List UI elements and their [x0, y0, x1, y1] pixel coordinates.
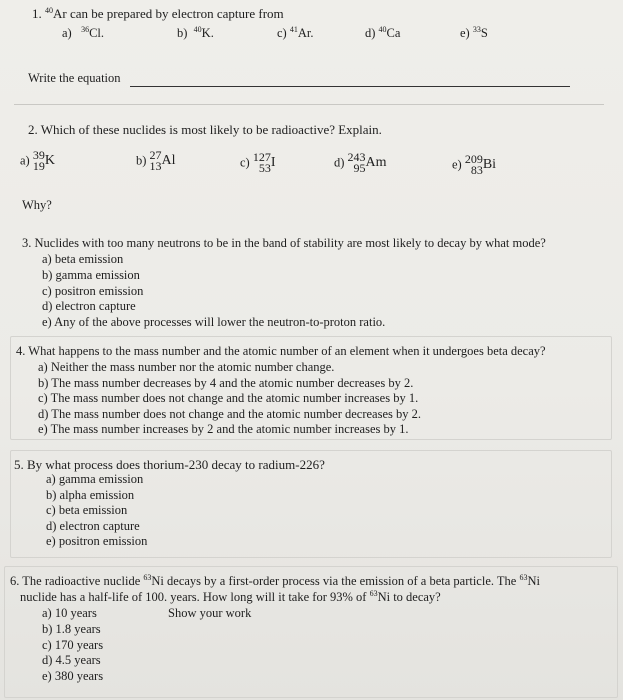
q3-option-c: c) positron emission	[42, 283, 144, 298]
q2-option-e: e) 209 83 Bi	[452, 152, 497, 177]
q1-option-b: b) $^{40}$K.	[177, 25, 214, 40]
q3-option-b: b) gamma emission	[42, 267, 140, 282]
q3-prompt: 3. Nuclides with too many neutrons to be in the band of stability are most likely to decay by what mode?	[22, 236, 546, 250]
q6-option-c: c) 170 years	[42, 637, 104, 652]
q5-option-c: c) beta emission	[46, 503, 128, 518]
q1-prompt: 1. $^{40}$Ar can be prepared by electron capture from	[32, 6, 284, 21]
q5-option-b: b) alpha emission	[46, 487, 135, 502]
q6-option-d: d) 4.5 years	[42, 653, 101, 668]
q6-option-e: e) 380 years	[42, 669, 104, 684]
q6-option-b: b) 1.8 years	[42, 621, 101, 636]
q5-option-d: d) electron capture	[46, 518, 140, 533]
q5-options	[46, 472, 147, 550]
q4-option-c: c) The mass number does not change and the atomic number increases by 1.	[38, 391, 419, 406]
q1-option-c: c) $^{41}$Ar.	[277, 25, 314, 40]
q2-option-b: b) 27 13 Al	[136, 148, 176, 173]
divider	[14, 104, 604, 105]
q6-show-work-label: Show your work	[168, 606, 252, 620]
q3-option-e: e) Any of the above processes will lower the neutron-to-proton ratio.	[42, 315, 386, 330]
q3-options	[42, 252, 385, 331]
q6-prompt-line-1: 6. The radioactive nuclide $^{63}$Ni decays by a first-order process via the emission of a beta particle. The $^{63}$Ni	[10, 573, 540, 588]
q2-prompt: 2. Which of these nuclides is most likely to be radioactive? Explain.	[28, 122, 382, 137]
q4-option-e: e) The mass number increases by 2 and the atomic number increases by 1.	[38, 422, 409, 437]
q2-option-a: a) 39 19 K	[20, 148, 55, 173]
q2-option-c: c) 127 53 I	[240, 150, 276, 175]
q2-why-label: Why?	[22, 198, 52, 212]
q6-prompt-line-2: nuclide has a half-life of 100. years. How long will it take for 93% of $^{63}$Ni to decay?	[20, 589, 441, 604]
q5-option-a: a) gamma emission	[46, 472, 144, 486]
q4-option-a: a) Neither the mass number nor the atomic number change.	[38, 360, 335, 374]
q4-option-d: d) The mass number does not change and the atomic number decreases by 2.	[38, 406, 421, 421]
q6-option-a: a) 10 years	[42, 606, 97, 620]
q5-prompt: 5. By what process does thorium-230 decay to radium-226?	[14, 457, 325, 472]
q6-options	[42, 606, 103, 685]
q4-option-b: b) The mass number decreases by 4 and the atomic number decreases by 2.	[38, 375, 414, 390]
q1-option-a: a) $^{36}$Cl.	[62, 25, 105, 40]
q1-option-d: d) $^{40}$Ca	[365, 25, 401, 40]
q4-options	[38, 360, 421, 438]
q3-option-d: d) electron capture	[42, 299, 136, 314]
q1-answer-line	[130, 86, 570, 87]
q1-option-e: e) $^{33}$S	[460, 25, 488, 40]
q2-option-d: d) 243 95 Am	[334, 150, 387, 175]
q4-prompt: 4. What happens to the mass number and the atomic number of an element when it undergoes beta decay?	[16, 344, 546, 358]
q3-option-a: a) beta emission	[42, 252, 124, 266]
q5-option-e: e) positron emission	[46, 534, 148, 549]
q1-write-equation-label: Write the equation	[28, 71, 121, 85]
